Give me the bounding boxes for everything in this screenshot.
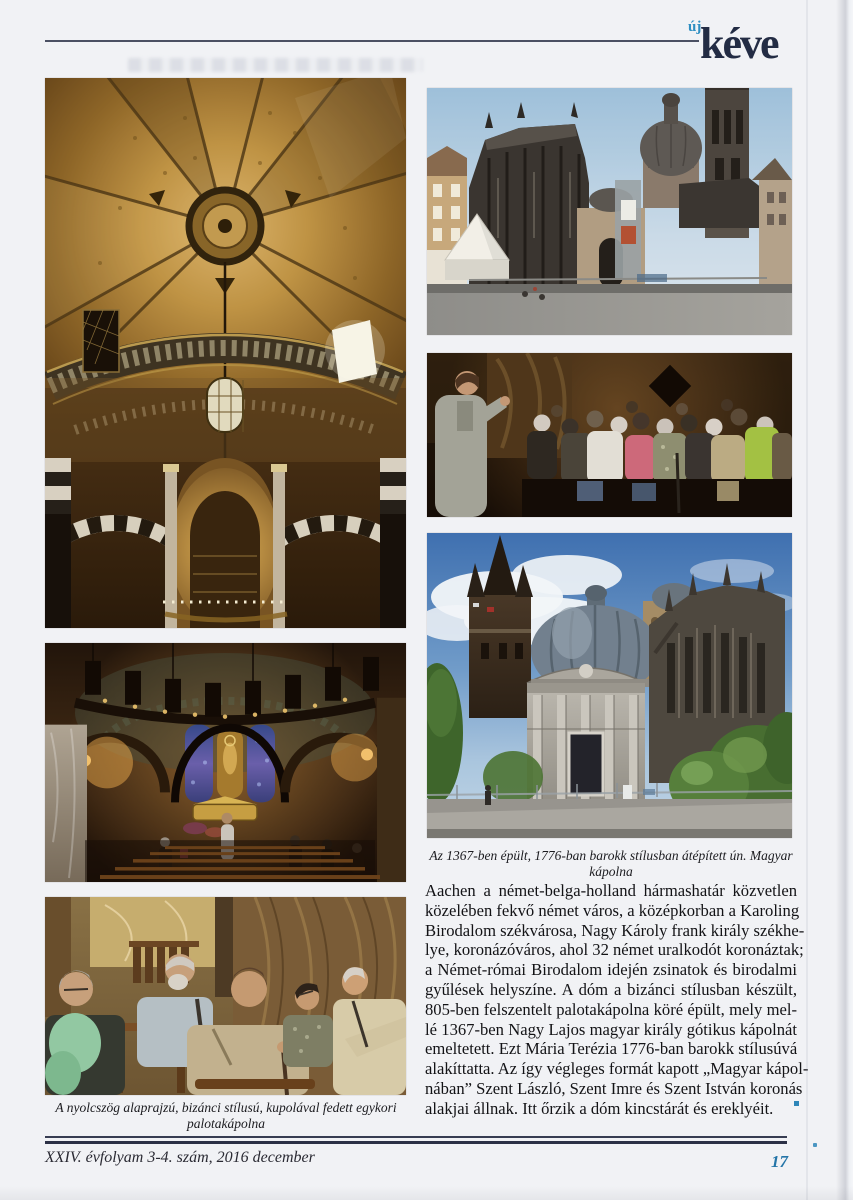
- footer-rule: [45, 1136, 787, 1144]
- bottom-shade: [0, 1186, 853, 1200]
- caption-left-column: A nyolcszög alaprajzú, bizánci stílusú, kupolával fedett egykori palotakápolna: [55, 1100, 397, 1131]
- page-edge-shadow: [836, 0, 853, 1200]
- article-line: gyűlések helyszíne. A dóm a bizánci stílusban készült,: [425, 979, 797, 999]
- ink-dot: [813, 1143, 817, 1147]
- photo-cathedral-exterior: [427, 88, 792, 335]
- audience-bodies: [527, 427, 792, 483]
- photo-visitors-looking-up: [45, 897, 406, 1095]
- article-line: nában” Szent László, Szent Imre és Szent István koronás: [425, 1078, 803, 1098]
- article-line: közelében fekvő német város, a középkorban a Karoling: [425, 900, 800, 920]
- article-line: lé 1367-ben Nagy Lajos magyar király gótikus kápolnát: [425, 1019, 797, 1039]
- article-line: 805-ben felszentelt palotakápolna köré épült, mely mel-: [425, 999, 797, 1019]
- photo-tour-group: [427, 353, 792, 517]
- article-line: emeltetett. Ezt Mária Terézia 1776-ban barokk stílusúvá: [425, 1039, 798, 1059]
- scan-crease: [806, 0, 808, 1200]
- header-rule: [45, 40, 699, 42]
- article-body: [425, 881, 809, 1119]
- logo-title: kéve: [700, 19, 778, 68]
- article-line: lye, koronázóváros, ahol 32 német uralkodót koronáztak;: [425, 940, 804, 960]
- article-line: alakjai állnak. Itt őrzik a dóm kincstárát és ereklyéit.: [425, 1098, 774, 1118]
- magazine-logo: [688, 19, 810, 74]
- showthrough-ghost-text: [128, 58, 423, 72]
- photo-cathedral-interior-altar: [45, 643, 406, 882]
- photo-hungarian-chapel: [427, 533, 792, 838]
- article-line: Aachen a német-belga-holland hármashatár közvetlen: [425, 881, 797, 900]
- logo-prefix: új: [688, 19, 702, 35]
- caption-right-column: Az 1367-ben épült, 1776-ban barokk stílusban átépített ún. Magyar kápolna: [429, 848, 793, 879]
- chapel-window: [569, 733, 603, 795]
- footer-issue-line: XXIV. évfolyam 3-4. szám, 2016 december: [45, 1149, 315, 1166]
- drum-window: [207, 378, 243, 432]
- article-line: Birodalom székvárosa, Nagy Károly frank király székhe-: [425, 920, 805, 940]
- article-end-marker: [794, 1101, 799, 1106]
- article-line: a Német-római Birodalom idején zsinatok és birodalmi: [425, 960, 797, 980]
- photo-dome-interior: [45, 78, 406, 628]
- article-line: alakíttatta. Az így végleges formát kapott „Magyar kápol-: [425, 1059, 809, 1079]
- page-number: 17: [771, 1152, 788, 1171]
